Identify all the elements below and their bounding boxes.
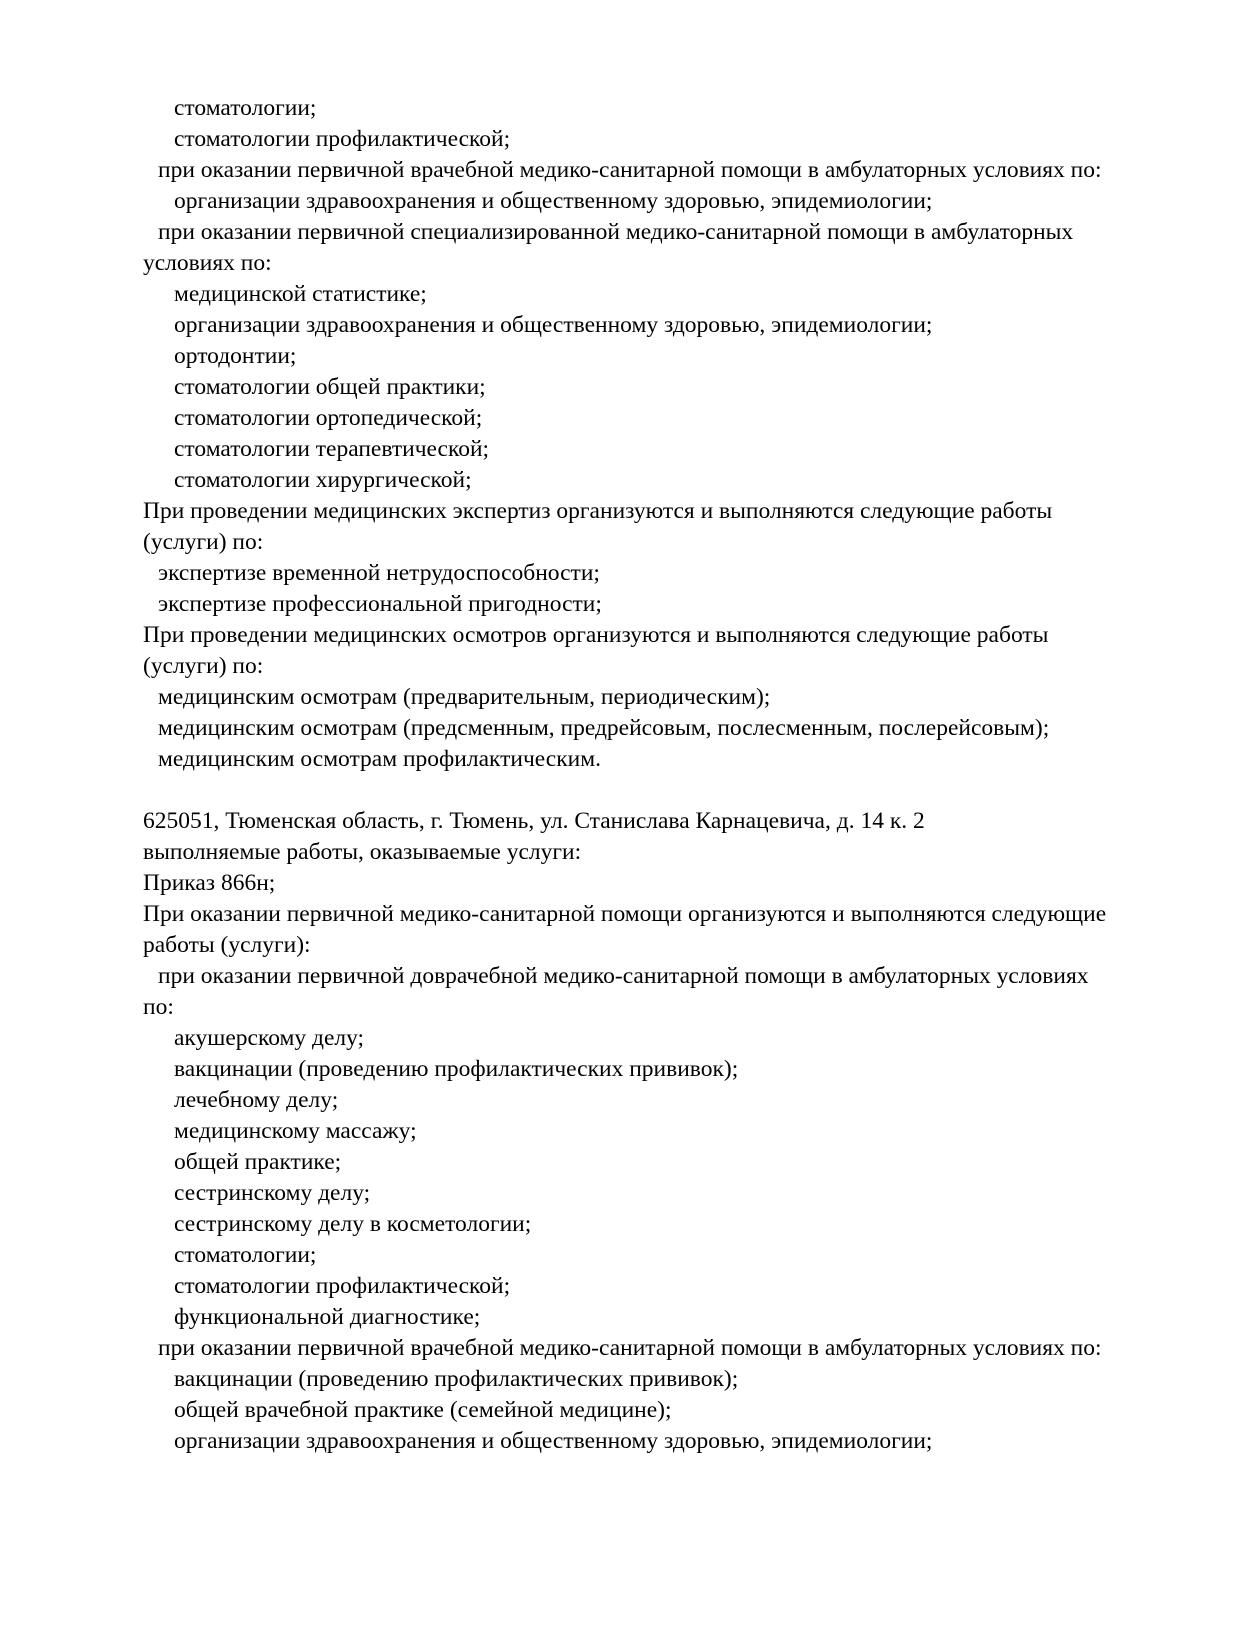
document-line: (услуги) по: [143,653,264,679]
document-line: организации здравоохранения и общественному здоровью, эпидемиологии; [174,312,933,338]
document-line: При проведении медицинских экспертиз организуются и выполняются следующие работы [143,498,1053,524]
document-line: при оказании первичной врачебной медико-санитарной помощи в амбулаторных условиях по: [158,157,1102,183]
document-line: При проведении медицинских осмотров организуются и выполняются следующие работы [143,622,1049,648]
document-line: при оказании первичной врачебной медико-санитарной помощи в амбулаторных условиях по: [158,1335,1102,1361]
document-line: 625051, Тюменская область, г. Тюмень, ул. Станислава Карнацевича, д. 14 к. 2 [143,808,925,834]
document-line: стоматологии профилактической; [174,126,511,152]
document-line: медицинским осмотрам (предсменным, предрейсовым, послесменным, послерейсовым); [158,715,1050,741]
document-line: при оказании первичной доврачебной медико-санитарной помощи в амбулаторных условиях [158,963,1089,989]
document-line: функциональной диагностике; [174,1304,481,1330]
document-line: стоматологии терапевтической; [174,436,490,462]
document-line: медицинскому массажу; [174,1118,417,1144]
document-line: организации здравоохранения и общественному здоровью, эпидемиологии; [174,1428,933,1454]
document-line: (услуги) по: [143,529,264,555]
document-line: сестринскому делу; [174,1180,371,1206]
document-line: медицинским осмотрам профилактическим. [158,746,601,772]
document-line [143,775,1203,806]
document-line: медицинским осмотрам (предварительным, периодическим); [158,684,771,710]
document-line: лечебному делу; [174,1087,339,1113]
document-line: акушерскому делу; [174,1025,365,1051]
document-line: общей врачебной практике (семейной медицине); [174,1397,672,1423]
document-line: работы (услуги): [143,932,311,958]
document-line: вакцинации (проведению профилактических прививок); [174,1366,739,1392]
document-line: стоматологии общей практики; [174,374,486,400]
document-line: экспертизе временной нетрудоспособности; [158,560,600,586]
document-line: экспертизе профессиональной пригодности; [158,591,602,617]
document-line: сестринскому делу в косметологии; [174,1211,532,1237]
document-line: Приказ 866н; [143,870,276,896]
document-line: ортодонтии; [174,343,297,369]
document-line: стоматологии; [174,1242,317,1268]
document-line: общей практике; [174,1149,342,1175]
document-line: выполняемые работы, оказываемые услуги: [143,839,582,865]
document-text-block [143,93,1203,1457]
document-line: условиях по: [143,250,272,276]
document-line: стоматологии; [174,95,317,121]
document-line: стоматологии профилактической; [174,1273,511,1299]
document-line: При оказании первичной медико-санитарной помощи организуются и выполняются следующие [143,901,1107,927]
document-line: медицинской статистике; [174,281,427,307]
document-line: при оказании первичной специализированной медико-санитарной помощи в амбулаторных [158,219,1074,245]
document-line: стоматологии хирургической; [174,467,472,493]
document-line: организации здравоохранения и общественному здоровью, эпидемиологии; [174,188,933,214]
document-line: стоматологии ортопедической; [174,405,483,431]
document-line: вакцинации (проведению профилактических прививок); [174,1056,739,1082]
document-line: по: [143,994,174,1020]
